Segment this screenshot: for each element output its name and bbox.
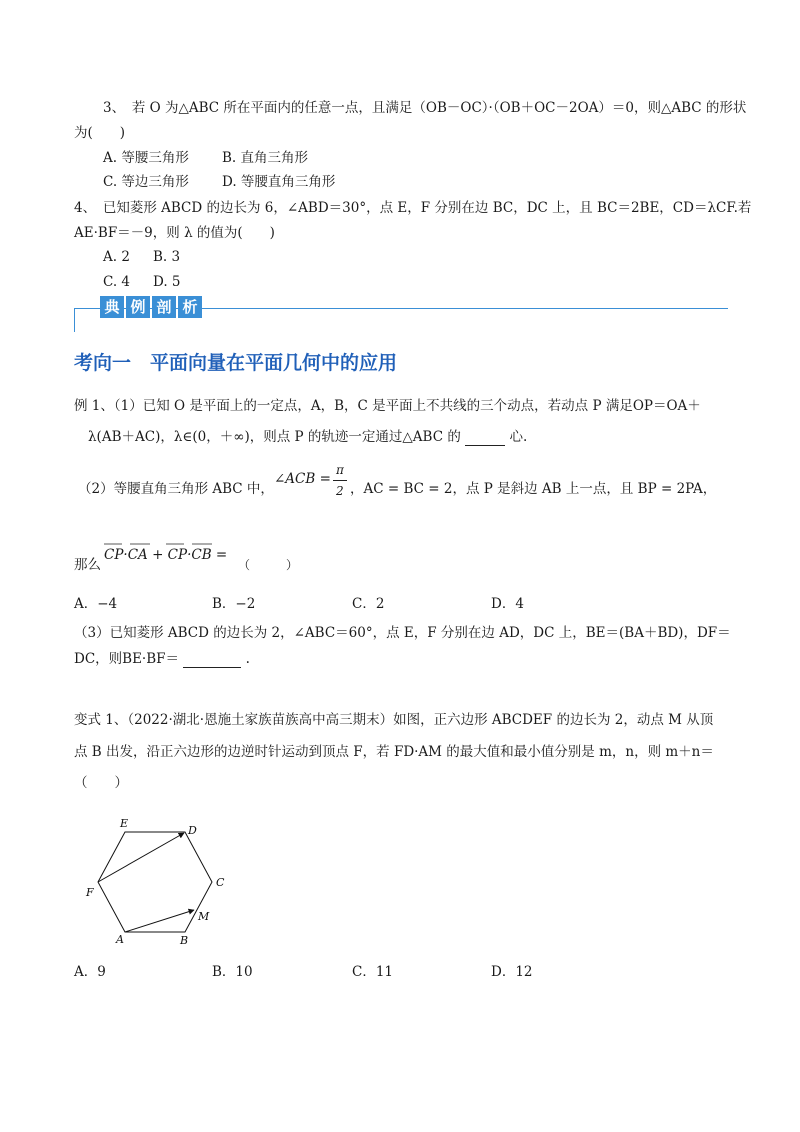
q4-option-c: C. 4 xyxy=(103,274,131,290)
var1-stem-line1: 变式 1、（2022·湖北·恩施土家族苗族高中高三期末）如图，正六边形 ABCDEF 的边长为 2，动点 M 从顶 xyxy=(74,712,714,728)
ex1-part3-line1: （3）已知菱形 ABCD 的边长为 2，∠ABC＝60°，点 E，F 分别在边 AD，DC 上，BE＝(BA＋BD)，DF＝ xyxy=(74,625,731,641)
q4-option-d: D. 5 xyxy=(153,274,181,290)
q3-stem-line2: 为( ) xyxy=(74,125,126,141)
label-a: A xyxy=(116,933,124,946)
vector-arrows xyxy=(104,541,230,547)
ex1-part3-line2 xyxy=(74,650,250,668)
var1-option-b: B．10 xyxy=(212,964,253,980)
label-b: B xyxy=(180,934,189,947)
banner-char-4: 析 xyxy=(178,296,202,318)
q4-stem-line2: AE·BF＝－9，则 λ 的值为( ) xyxy=(74,225,275,241)
var1-stem-line2: 点 B 出发，沿正六边形的边逆时针运动到顶点 F，若 FD·AM 的最大值和最小值分别是 m，n，则 m＋n＝ xyxy=(74,744,714,760)
q4-option-a: A. 2 xyxy=(103,249,130,265)
q3-option-a: A. 等腰三角形 xyxy=(103,150,189,166)
label-m: M xyxy=(198,910,210,923)
q3-option-c: C. 等边三角形 xyxy=(103,174,189,190)
banner-char-3: 剖 xyxy=(152,296,176,318)
var1-option-d: D．12 xyxy=(491,964,533,980)
ex1-part1-line1: 例 1、（1）已知 O 是平面上的一定点，A，B，C 是平面上不共线的三个动点，若动点 P 满足OP＝OA＋ xyxy=(74,398,701,414)
ex1-part1-tail: 心. xyxy=(509,429,528,445)
var1-option-a: A．9 xyxy=(74,964,106,980)
ex1-option-a: A．−4 xyxy=(74,596,118,612)
ex1-part3-tail: . xyxy=(245,651,250,667)
q3-stem-line1: 3、 若 O 为△ABC 所在平面内的任意一点，且满足（OB－OC）·（OB＋OC－2OA）＝0，则△ABC 的形状 xyxy=(103,100,747,116)
answer-blank xyxy=(183,653,241,668)
section-heading: 考向一 平面向量在平面几何中的应用 xyxy=(74,352,398,374)
label-d: D xyxy=(188,824,197,837)
hexagon-figure xyxy=(80,810,240,950)
ex1-part2-intro: （2）等腰直角三角形 ABC 中， xyxy=(78,481,274,497)
ex1-option-d: D．4 xyxy=(491,596,524,612)
ex1-part2-expression: CP·CA + CP·CB = xyxy=(104,547,228,563)
q3-option-d: D. 等腰直角三角形 xyxy=(222,174,336,190)
q4-stem-line1: 4、 已知菱形 ABCD 的边长为 6，∠ABD＝30°，点 E，F 分别在边 BC，DC 上，且 BC＝2BE，CD＝λCF.若 xyxy=(74,200,752,216)
ex1-part1-line2 xyxy=(88,428,527,446)
var1-stem-line3: （ ） xyxy=(74,775,128,791)
fraction-bar xyxy=(333,480,347,481)
label-e: E xyxy=(120,817,129,830)
ex1-part2-then: 那么 xyxy=(74,557,101,573)
ex1-part2-rest: ，AC = BC = 2，点 P 是斜边 AB 上一点，且 BP = 2PA， xyxy=(350,481,717,497)
ex1-part3-text: DC，则BE·BF＝ xyxy=(74,651,180,667)
fraction-numerator: π xyxy=(336,463,344,477)
ex1-part1-text: λ(AB＋AC)，λ∈(0，＋∞)，则点 P 的轨迹一定通过△ABC 的 xyxy=(88,429,461,445)
ex1-option-c: C．2 xyxy=(352,596,385,612)
vector-am xyxy=(125,910,194,932)
section-divider-tick xyxy=(74,308,75,332)
q4-option-b: B. 3 xyxy=(153,249,181,265)
hexagon-outline xyxy=(98,832,212,932)
fraction-denominator: 2 xyxy=(336,484,344,498)
ex1-part2-angle: ∠ACB = xyxy=(274,471,331,487)
section-banner xyxy=(100,296,202,318)
banner-char-1: 典 xyxy=(100,296,124,318)
answer-blank xyxy=(465,431,505,446)
answer-parentheses: （ ） xyxy=(238,558,299,572)
ex1-option-b: B．−2 xyxy=(212,596,256,612)
q3-option-b: B. 直角三角形 xyxy=(222,150,309,166)
label-c: C xyxy=(216,876,225,889)
var1-option-c: C．11 xyxy=(352,964,394,980)
label-f: F xyxy=(86,886,94,899)
banner-char-2: 例 xyxy=(126,296,150,318)
